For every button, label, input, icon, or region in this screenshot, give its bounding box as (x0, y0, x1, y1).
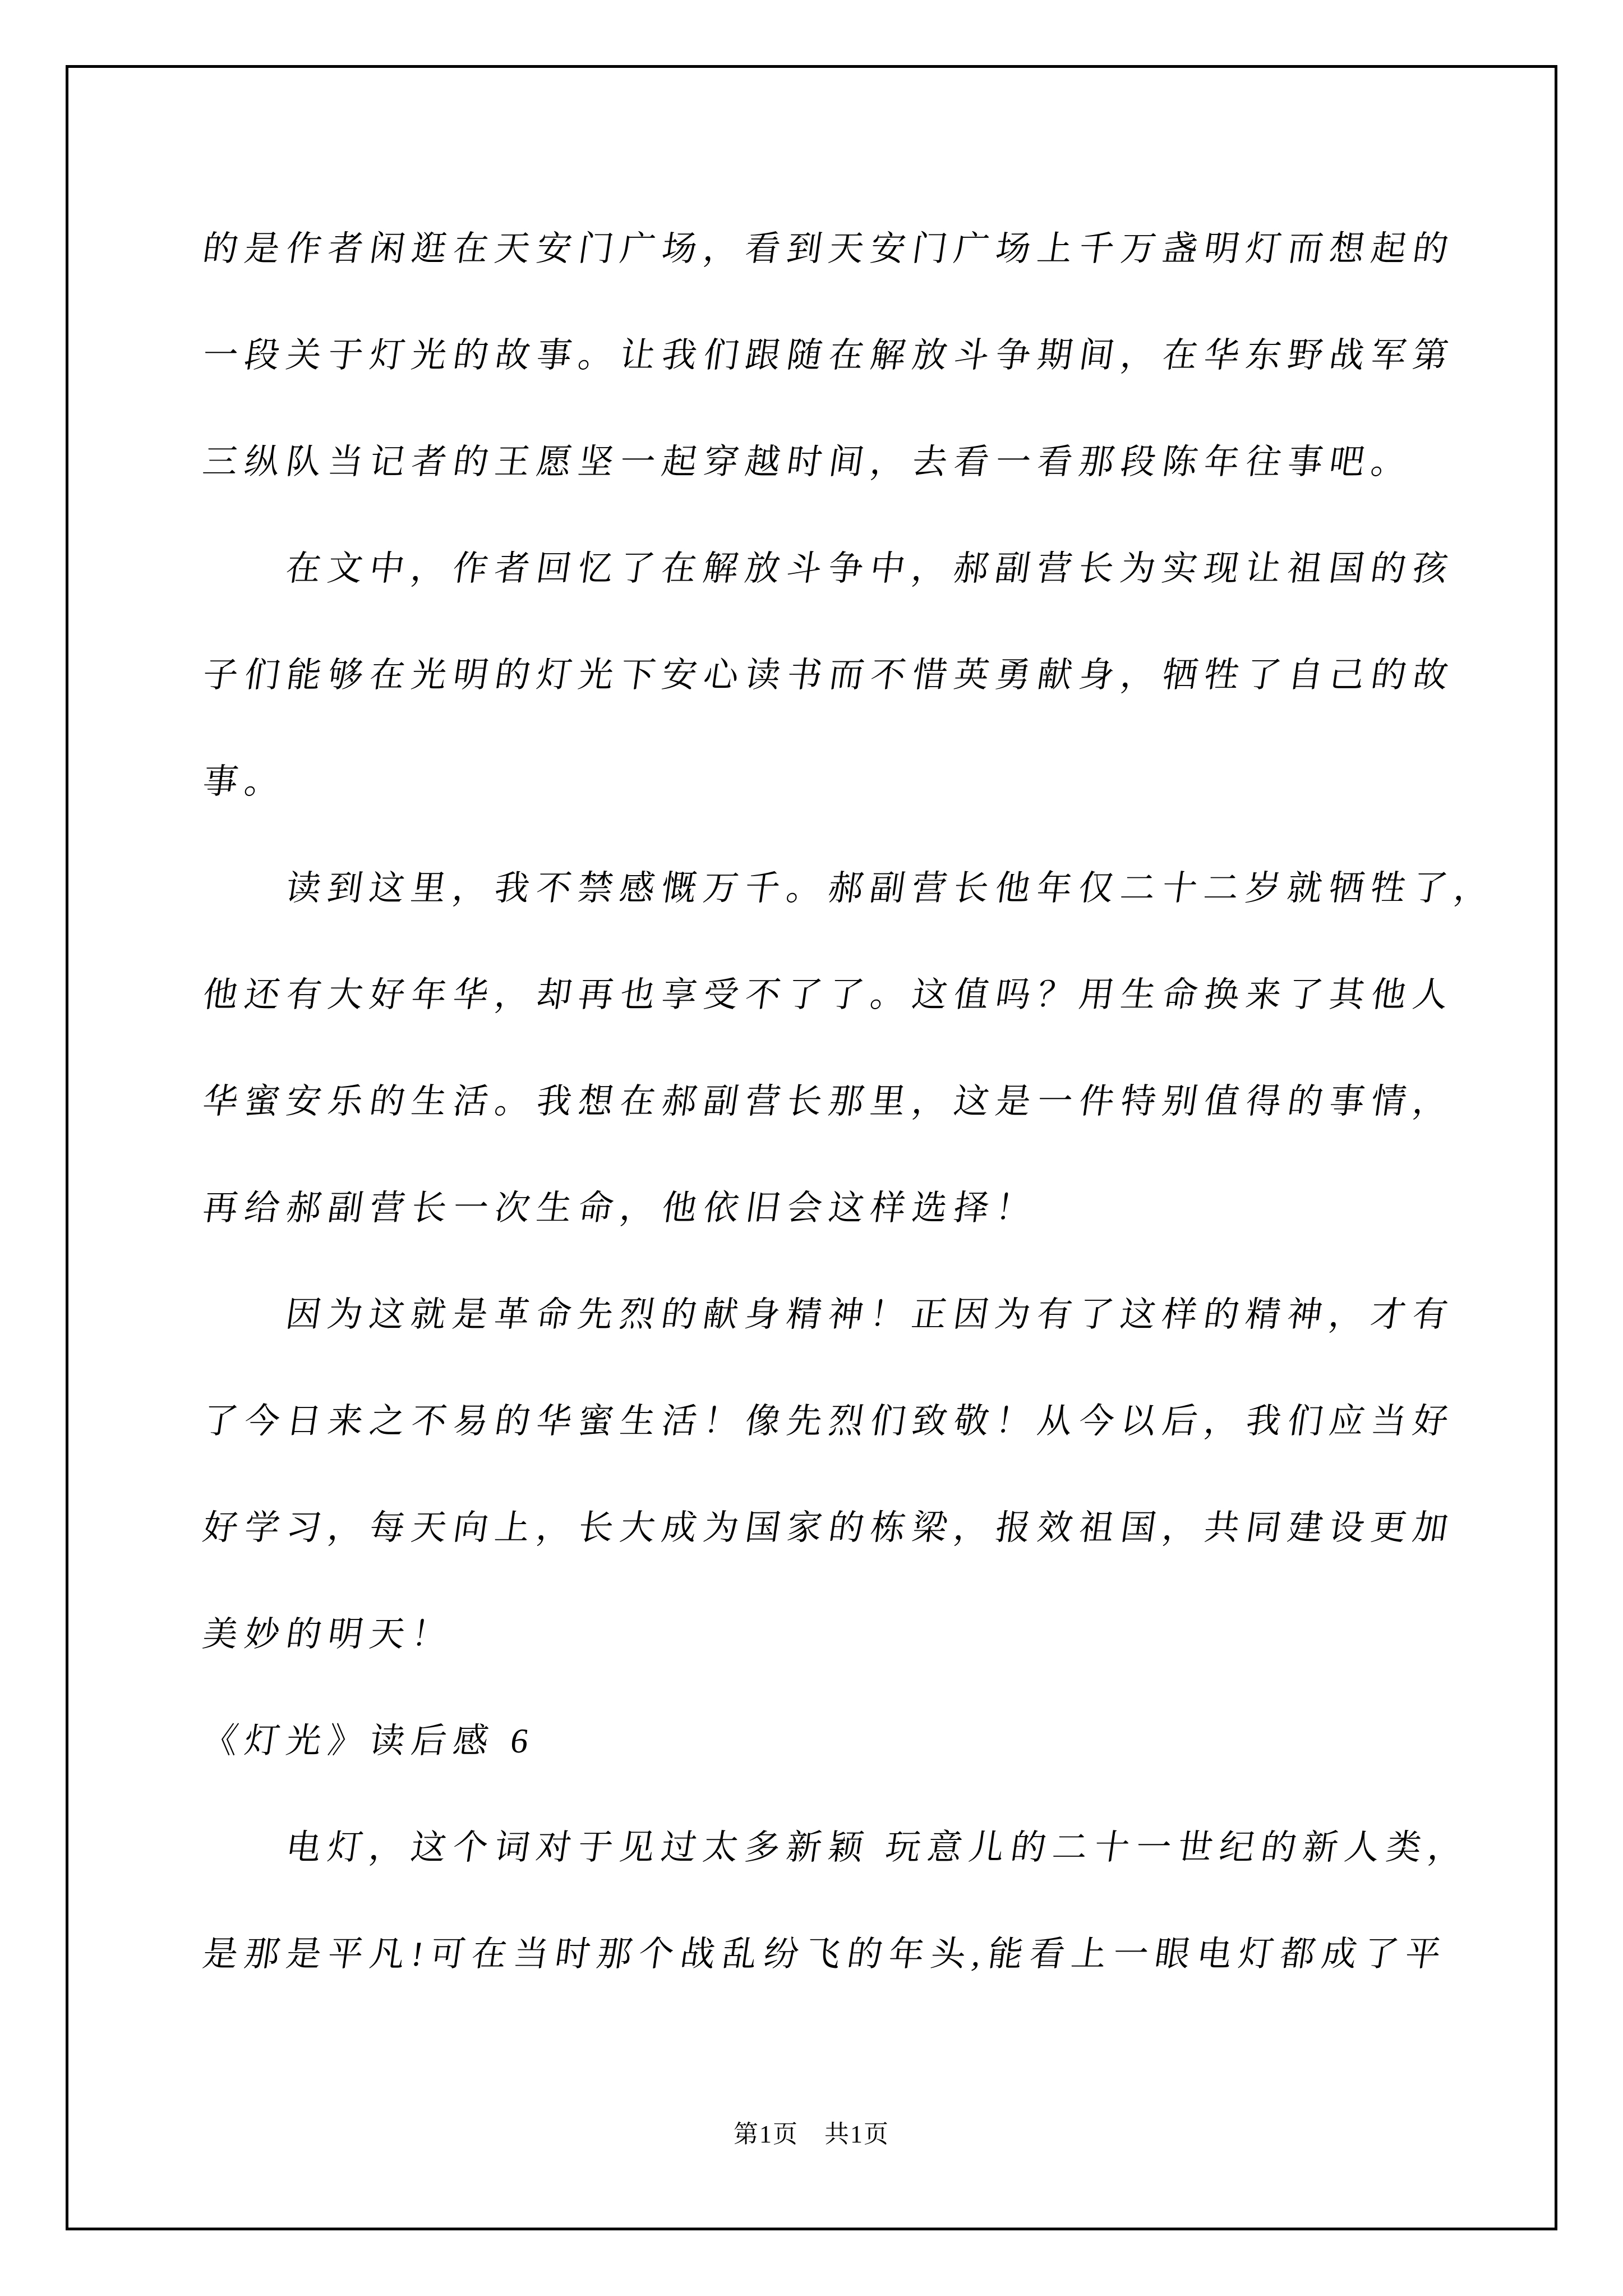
text-line: 事。 (200, 763, 289, 801)
text-line: 在文中，作者回忆了在解放斗争中，郝副营长为实现让祖国的孩 (283, 550, 1457, 588)
text-line: 因为这就是革命先烈的献身精神！正因为有了这样的精神，才有 (283, 1296, 1457, 1334)
text-line: 华蜜安乐的生活。我想在郝副营长那里，这是一件特别值得的事情， (200, 1083, 1458, 1121)
text-line: 子们能够在光明的灯光下安心读书而不惜英勇献身，牺牲了自己的故 (200, 656, 1458, 694)
text-line: 美妙的明天！ (200, 1616, 457, 1654)
text-line: 电灯，这个词对于见过太多新颖 玩意儿的二十一世纪的新人类， (283, 1829, 1473, 1867)
text-line: 的是作者闲逛在天安门广场，看到天安门广场上千万盏明灯而想起的 (200, 230, 1458, 268)
text-line: 读到这里，我不禁感慨万千。郝副营长他年仅二十二岁就牺牲了， (283, 869, 1499, 908)
text-line: 了今日来之不易的华蜜生活！像先烈们致敬！从今以后，我们应当好 (200, 1402, 1458, 1441)
text-line: 《灯光》读后感 6 (200, 1722, 538, 1760)
text-line: 再给郝副营长一次生命，他依旧会这样选择！ (200, 1189, 1040, 1227)
text-line: 是那是平凡!可在当时那个战乱纷飞的年头,能看上一眼电灯都成了平 (200, 1935, 1450, 1973)
text-line: 他还有大好年华，却再也享受不了了。这值吗？用生命换来了其他人 (200, 976, 1458, 1014)
page-footer: 第1页 共1页 (734, 2120, 889, 2148)
text-block (200, 196, 1499, 2008)
text-line: 三纵队当记者的王愿坚一起穿越时间，去看一看那段陈年往事吧。 (200, 443, 1416, 481)
text-line: 好学习，每天向上，长大成为国家的栋梁，报效祖国，共同建设更加 (200, 1509, 1458, 1547)
text-line: 一段关于灯光的故事。让我们跟随在解放斗争期间，在华东野战军第 (200, 337, 1458, 375)
